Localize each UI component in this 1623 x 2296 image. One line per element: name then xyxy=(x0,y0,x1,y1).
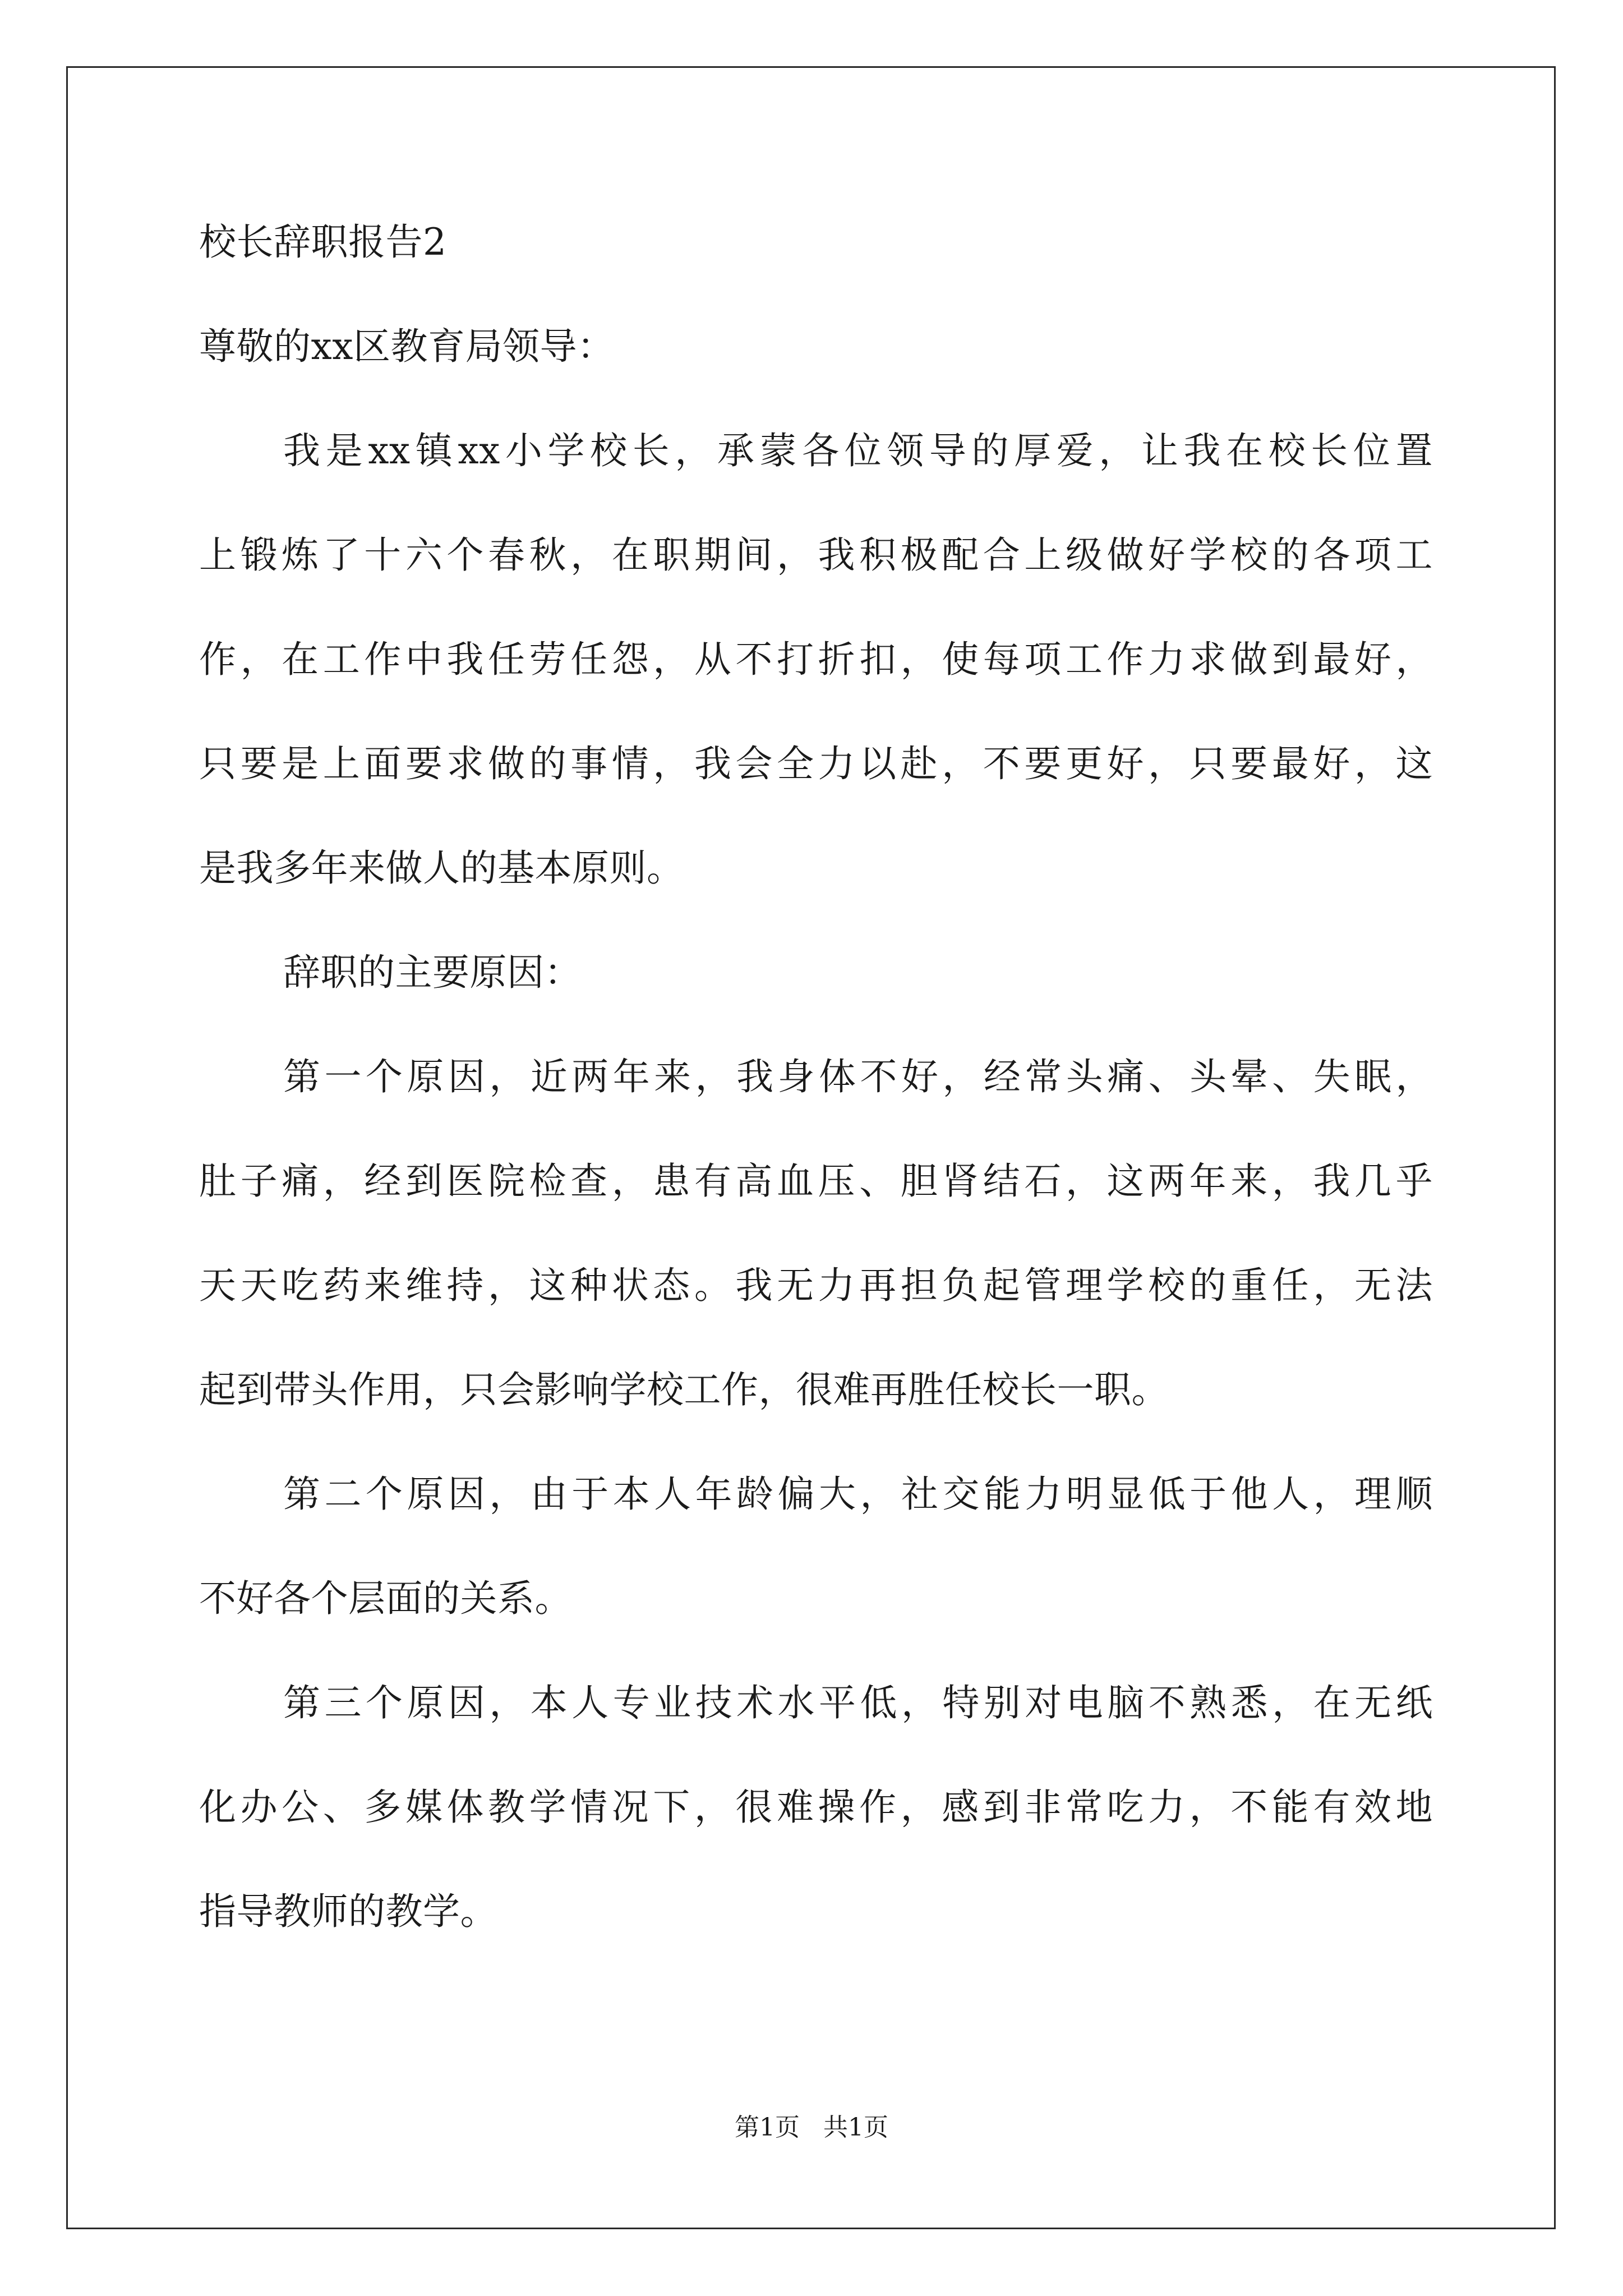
paragraph-3-line-3: 天天吃药来维持，这种状态。我无力再担负起管理学校的重任，无法 xyxy=(199,1264,1433,1307)
paragraph-3-line-1: 第一个原因，近两年来，我身体不好，经常头痛、头晕、失眠， xyxy=(283,1055,1433,1098)
paragraph-5-line-1: 第三个原因，本人专业技术水平低，特别对电脑不熟悉，在无纸 xyxy=(283,1681,1433,1724)
paragraph-1-line-4: 只要是上面要求做的事情，我会全力以赴，不要更好，只要最好，这 xyxy=(199,742,1433,785)
paragraph-1-line-3: 作，在工作中我任劳任怨，从不打折扣，使每项工作力求做到最好， xyxy=(199,638,1433,681)
paragraph-1-line-5: 是我多年来做人的基本原则。 xyxy=(199,846,684,890)
paragraph-4-line-2: 不好各个层面的关系。 xyxy=(199,1577,572,1620)
page-footer: 第1页 共1页 xyxy=(735,2113,888,2142)
paragraph-5-line-2: 化办公、多媒体教学情况下，很难操作，感到非常吃力，不能有效地 xyxy=(199,1786,1433,1829)
document-title: 校长辞职报告2 xyxy=(199,220,447,264)
paragraph-2-line-1: 辞职的主要原因： xyxy=(283,951,582,994)
paragraph-4-line-1: 第二个原因，由于本人年龄偏大，社交能力明显低于他人，理顺 xyxy=(283,1473,1433,1516)
paragraph-1-line-2: 上锻炼了十六个春秋，在职期间，我积极配合上级做好学校的各项工 xyxy=(199,533,1433,577)
paragraph-3-line-4: 起到带头作用，只会影响学校工作，很难再胜任校长一职。 xyxy=(199,1368,1169,1411)
paragraph-5-line-3: 指导教师的教学。 xyxy=(199,1890,497,1933)
paragraph-3-line-2: 肚子痛，经到医院检查，患有高血压、胆肾结石，这两年来，我几乎 xyxy=(199,1159,1433,1203)
paragraph-1-line-1: 我是xx镇xx小学校长，承蒙各位领导的厚爱，让我在校长位置 xyxy=(283,429,1433,472)
salutation: 尊敬的xx区教育局领导： xyxy=(199,325,615,368)
